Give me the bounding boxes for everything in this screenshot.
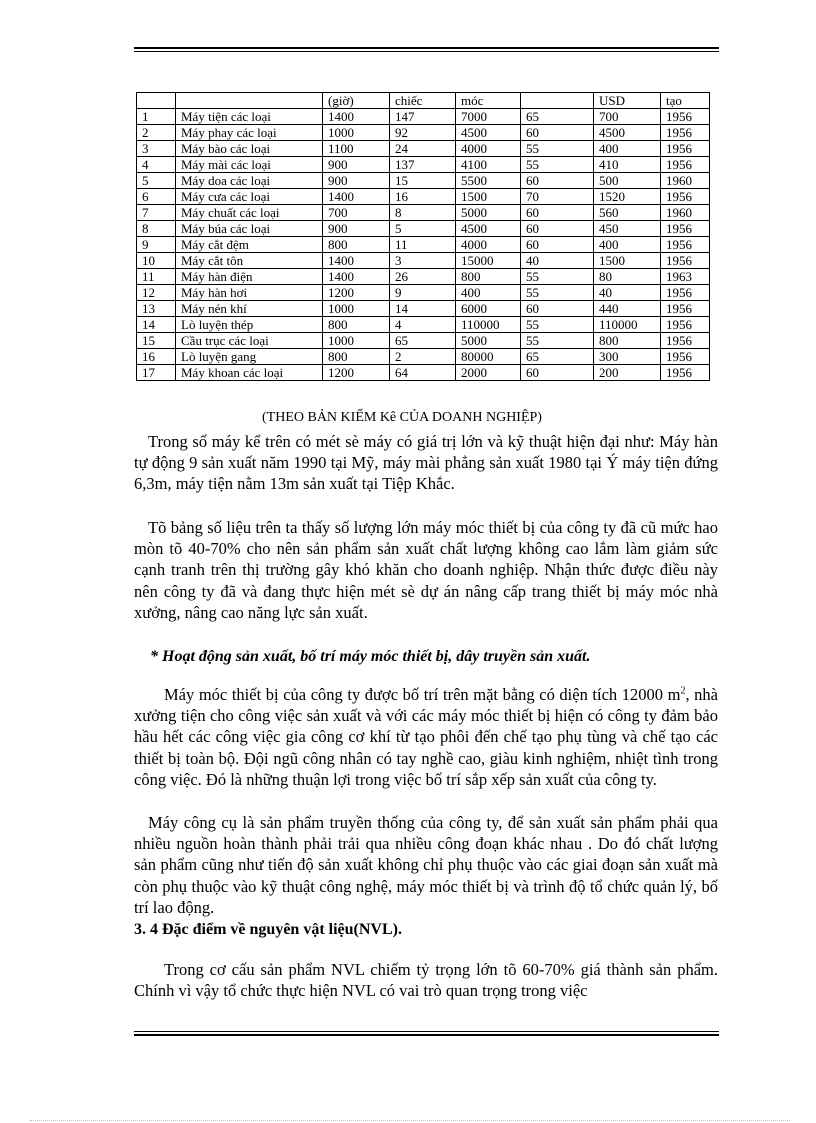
table-cell: 1500 bbox=[456, 189, 521, 205]
table-cell: 55 bbox=[521, 269, 594, 285]
table-cell: 1960 bbox=[661, 173, 710, 189]
table-cell: 1956 bbox=[661, 317, 710, 333]
section-heading-production-layout: * Hoạt động sản xuất, bố trí máy móc thiết bị, dây truyền sản xuất. bbox=[150, 648, 591, 665]
paragraph-depreciation: Tõ bảng số liệu trên ta thấy số lượng lớn máy móc thiết bị của công ty đã cũ mức hao mòn tõ 40-70% cho nên sản phẩm sản xuất chất lượng không cao lắm làm giảm sức cạnh tranh trên thị trường gây khó khăn cho doanh nghiệp. Nhận thức được điều này nên công ty đã và đang thực hiện mét sè dự án nâng cấp trang thiết bị máy móc nhà xưởng, nâng cao năng lực sản xuất. bbox=[134, 518, 718, 622]
table-cell: 60 bbox=[521, 365, 594, 381]
table-cell: 11 bbox=[137, 269, 176, 285]
table-row bbox=[137, 221, 710, 237]
table-cell: 1500 bbox=[594, 253, 661, 269]
source-note: (THEO BẢN KIỂM Kê CỦA DOANH NGHIỆP) bbox=[262, 410, 542, 425]
table-cell: 440 bbox=[594, 301, 661, 317]
table-cell: 800 bbox=[323, 317, 390, 333]
table-cell bbox=[521, 93, 594, 109]
table-cell: 1960 bbox=[661, 205, 710, 221]
table-cell: 2 bbox=[390, 349, 456, 365]
table-cell: 1956 bbox=[661, 333, 710, 349]
table-cell: 60 bbox=[521, 237, 594, 253]
table-cell: 65 bbox=[521, 349, 594, 365]
table-cell: 900 bbox=[323, 221, 390, 237]
table-cell: 2000 bbox=[456, 365, 521, 381]
table-cell: 13 bbox=[137, 301, 176, 317]
table-cell: 55 bbox=[521, 333, 594, 349]
table-cell: 1400 bbox=[323, 189, 390, 205]
table-cell: 65 bbox=[390, 333, 456, 349]
table-cell: 1956 bbox=[661, 253, 710, 269]
table-cell: 137 bbox=[390, 157, 456, 173]
table-cell: 800 bbox=[594, 333, 661, 349]
table-cell: Máy khoan các loại bbox=[176, 365, 323, 381]
table-cell: 10 bbox=[137, 253, 176, 269]
table-cell: 4500 bbox=[456, 125, 521, 141]
table-cell: 1520 bbox=[594, 189, 661, 205]
table-cell: chiếc bbox=[390, 93, 456, 109]
table-cell: 5000 bbox=[456, 333, 521, 349]
table-cell: 147 bbox=[390, 109, 456, 125]
table-cell: 64 bbox=[390, 365, 456, 381]
table-cell: tạo bbox=[661, 93, 710, 109]
table-row bbox=[137, 301, 710, 317]
table-cell bbox=[176, 93, 323, 109]
table-cell: 410 bbox=[594, 157, 661, 173]
table-cell: 40 bbox=[594, 285, 661, 301]
table-cell: 110000 bbox=[594, 317, 661, 333]
table-cell: 1956 bbox=[661, 301, 710, 317]
table-cell: 4 bbox=[390, 317, 456, 333]
table-cell: 3 bbox=[390, 253, 456, 269]
table-cell: Máy bào các loại bbox=[176, 141, 323, 157]
table-row bbox=[137, 157, 710, 173]
equipment-table bbox=[136, 92, 710, 381]
table-cell: 8 bbox=[390, 205, 456, 221]
table-cell: 450 bbox=[594, 221, 661, 237]
table-cell: Máy hàn điện bbox=[176, 269, 323, 285]
table-cell: 7 bbox=[137, 205, 176, 221]
table-cell: 1400 bbox=[323, 253, 390, 269]
table-cell: 7000 bbox=[456, 109, 521, 125]
table-cell: 1956 bbox=[661, 189, 710, 205]
table-row bbox=[137, 349, 710, 365]
table-cell: 55 bbox=[521, 285, 594, 301]
table-cell: 700 bbox=[323, 205, 390, 221]
table-cell: 24 bbox=[390, 141, 456, 157]
table-cell: 1000 bbox=[323, 301, 390, 317]
paragraph-machine-tools: Máy công cụ là sản phẩm truyền thống của công ty, để sản xuất sản phẩm phải qua nhiều nguồn hoàn thành phải trải qua nhiều công đoạn khác nhau . Do đó chất lượng sản phẩm cũng như tiến độ sản xuất không chỉ phụ thuộc vào các giai đoạn sản xuất mà còn phụ thuộc vào kỹ thuật công nghệ, máy móc thiết bị và trình độ tổ chức quản lý, bố trí lao động. bbox=[134, 813, 718, 917]
table-cell: 110000 bbox=[456, 317, 521, 333]
table-cell: 14 bbox=[137, 317, 176, 333]
table-row bbox=[137, 365, 710, 381]
p3-text-after: , nhà xưởng tiện cho công việc sản xuất và với các máy móc thiết bị hiện có công ty đảm bảo hầu hết các công việc gia công cơ khí từ tạo phôi đến chế tạo phụ tùng và chế tạo các thiết bị toàn bộ. Đội ngũ công nhân có tay nghề cao, giàu kinh nghiệm, nhiệt tình trong công việc. Đó là những thuận lợi trong việc bố trí sắp xếp sản xuất của công ty. bbox=[134, 685, 718, 789]
table-cell: 1000 bbox=[323, 333, 390, 349]
table-cell: 1956 bbox=[661, 125, 710, 141]
table-cell: 60 bbox=[521, 221, 594, 237]
table-cell: 5500 bbox=[456, 173, 521, 189]
table-cell: 80000 bbox=[456, 349, 521, 365]
table-cell: (giờ) bbox=[323, 93, 390, 109]
table-row bbox=[137, 253, 710, 269]
table-cell: Máy cưa các loại bbox=[176, 189, 323, 205]
table-cell: 60 bbox=[521, 301, 594, 317]
table-row bbox=[137, 285, 710, 301]
table-cell: 900 bbox=[323, 173, 390, 189]
table-cell: 5000 bbox=[456, 205, 521, 221]
table-cell: 300 bbox=[594, 349, 661, 365]
table-cell: 1956 bbox=[661, 157, 710, 173]
table-cell: Máy mài các loại bbox=[176, 157, 323, 173]
table-cell: USD bbox=[594, 93, 661, 109]
table-cell: 1956 bbox=[661, 285, 710, 301]
table-cell: 4000 bbox=[456, 141, 521, 157]
table-cell: 400 bbox=[594, 237, 661, 253]
table-cell: 80 bbox=[594, 269, 661, 285]
table-row bbox=[137, 173, 710, 189]
table-cell: 60 bbox=[521, 125, 594, 141]
table-cell: móc bbox=[456, 93, 521, 109]
table-cell: Máy nén khí bbox=[176, 301, 323, 317]
table-cell: 1100 bbox=[323, 141, 390, 157]
table-row bbox=[137, 189, 710, 205]
table-cell: 2 bbox=[137, 125, 176, 141]
paragraph-materials: Trong cơ cấu sản phẩm NVL chiếm tỷ trọng lớn tõ 60-70% giá thành sản phẩm. Chính vì vậy tổ chức thực hiện NVL có vai trò quan trọng trong việc bbox=[134, 960, 718, 1001]
table-cell: 17 bbox=[137, 365, 176, 381]
table-cell: 1963 bbox=[661, 269, 710, 285]
table-row bbox=[137, 237, 710, 253]
table-cell: 400 bbox=[456, 285, 521, 301]
table-cell: 400 bbox=[594, 141, 661, 157]
table-cell: 16 bbox=[390, 189, 456, 205]
table-cell: Máy doa các loại bbox=[176, 173, 323, 189]
table-cell: Máy phay các loại bbox=[176, 125, 323, 141]
table-cell: 5 bbox=[137, 173, 176, 189]
table-cell: 1956 bbox=[661, 365, 710, 381]
table-cell: Máy cắt đệm bbox=[176, 237, 323, 253]
table-cell: 1956 bbox=[661, 349, 710, 365]
table-cell: Lò luyện thép bbox=[176, 317, 323, 333]
table-cell: 800 bbox=[456, 269, 521, 285]
table-cell: 1400 bbox=[323, 109, 390, 125]
table-cell: 560 bbox=[594, 205, 661, 221]
table-cell: 40 bbox=[521, 253, 594, 269]
table-cell: 4500 bbox=[456, 221, 521, 237]
table-cell: 65 bbox=[521, 109, 594, 125]
table-cell: 9 bbox=[390, 285, 456, 301]
table-cell: 70 bbox=[521, 189, 594, 205]
table-cell: 60 bbox=[521, 205, 594, 221]
table-cell: 700 bbox=[594, 109, 661, 125]
table-cell: 200 bbox=[594, 365, 661, 381]
p3-text-before: Máy móc thiết bị của công ty được bố trí trên mặt bằng có diện tích 12000 m bbox=[164, 685, 681, 704]
table-cell: 1000 bbox=[323, 125, 390, 141]
table-cell: 4 bbox=[137, 157, 176, 173]
table-cell: 1956 bbox=[661, 221, 710, 237]
table-cell: 1956 bbox=[661, 109, 710, 125]
table-cell: 16 bbox=[137, 349, 176, 365]
table-cell: 55 bbox=[521, 141, 594, 157]
table-row bbox=[137, 317, 710, 333]
table-cell: 60 bbox=[521, 173, 594, 189]
table-cell: 1956 bbox=[661, 141, 710, 157]
page-edge-dots bbox=[30, 1120, 790, 1121]
table-cell: 1956 bbox=[661, 237, 710, 253]
table-cell: 11 bbox=[390, 237, 456, 253]
table-cell: 15 bbox=[137, 333, 176, 349]
section-heading-materials: 3. 4 Đặc điểm về nguyên vật liệu(NVL). bbox=[134, 921, 402, 938]
table-cell: 1400 bbox=[323, 269, 390, 285]
table-cell: 1200 bbox=[323, 285, 390, 301]
table-cell: 6000 bbox=[456, 301, 521, 317]
table-cell: 15 bbox=[390, 173, 456, 189]
table-header-row bbox=[137, 93, 710, 109]
table-cell: 55 bbox=[521, 317, 594, 333]
table-cell: Máy cắt tôn bbox=[176, 253, 323, 269]
table-cell: Lò luyện gang bbox=[176, 349, 323, 365]
table-cell: 4100 bbox=[456, 157, 521, 173]
table-cell: 4500 bbox=[594, 125, 661, 141]
table-cell: 14 bbox=[390, 301, 456, 317]
table-cell bbox=[137, 93, 176, 109]
superscript-2: 2 bbox=[680, 685, 686, 697]
table-cell: Cầu trục các loại bbox=[176, 333, 323, 349]
paragraph-factory-layout bbox=[134, 684, 718, 790]
table-cell: 5 bbox=[390, 221, 456, 237]
table-cell: Máy chuất các loại bbox=[176, 205, 323, 221]
table-row bbox=[137, 333, 710, 349]
table-cell: 4000 bbox=[456, 237, 521, 253]
footer-rule bbox=[134, 1031, 719, 1036]
table-cell: 9 bbox=[137, 237, 176, 253]
table-cell: 800 bbox=[323, 349, 390, 365]
table-cell: Máy hàn hơi bbox=[176, 285, 323, 301]
table-cell: 500 bbox=[594, 173, 661, 189]
table-cell: 92 bbox=[390, 125, 456, 141]
table-cell: 6 bbox=[137, 189, 176, 205]
table-cell: Máy tiện các loại bbox=[176, 109, 323, 125]
table-cell: 3 bbox=[137, 141, 176, 157]
table-cell: 800 bbox=[323, 237, 390, 253]
table-row bbox=[137, 269, 710, 285]
header-rule bbox=[134, 47, 719, 52]
table-cell: 26 bbox=[390, 269, 456, 285]
table-cell: 15000 bbox=[456, 253, 521, 269]
table-row bbox=[137, 109, 710, 125]
table-cell: 1 bbox=[137, 109, 176, 125]
table-cell: Máy búa các loại bbox=[176, 221, 323, 237]
table-cell: 1200 bbox=[323, 365, 390, 381]
table-cell: 900 bbox=[323, 157, 390, 173]
table-cell: 12 bbox=[137, 285, 176, 301]
table-cell: 8 bbox=[137, 221, 176, 237]
table-cell: 55 bbox=[521, 157, 594, 173]
table-row bbox=[137, 125, 710, 141]
table-row bbox=[137, 141, 710, 157]
table-row bbox=[137, 205, 710, 221]
paragraph-modern-equipment: Trong số máy kể trên có mét sè máy có giá trị lớn và kỹ thuật hiện đại như: Máy hàn tự động 9 sản xuất năm 1990 tại Mỹ, máy mài phẳng sản xuất 1980 tại Ý máy tiện đứng 6,3m, máy tiện nằm 13m sản xuất tại Tiệp Khắc. bbox=[134, 432, 718, 494]
